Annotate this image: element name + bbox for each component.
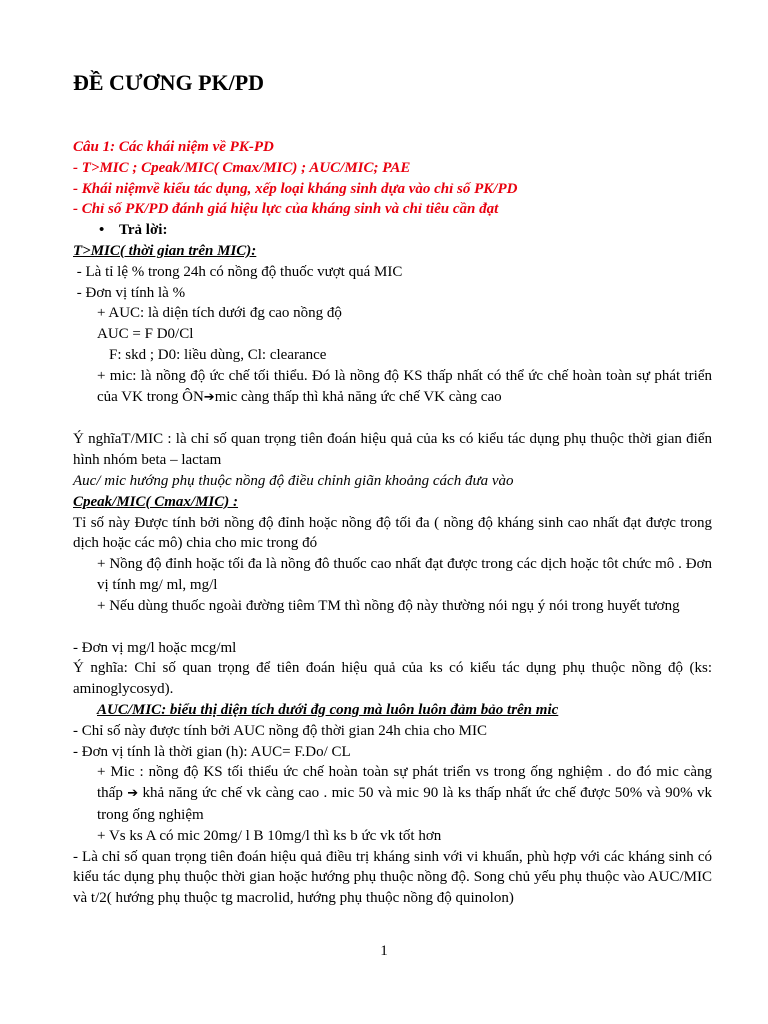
answer-label-row [99,220,712,241]
question-heading: Câu 1: Các khái niệm về PK-PD [73,139,274,155]
section-heading-auc: AUC/MIC: biểu thị diện tích dưới đg cong mà luôn luôn đảm bảo trên mic [97,701,559,718]
page-number: 1 [380,943,388,959]
formula: AUC = F D0/Cl [97,326,194,343]
paragraph: - Là chỉ số quan trọng tiên đoán hiệu quả điều trị kháng sinh với vi khuẩn, phù hợp với các kháng sinh có kiểu tác dụng phụ thuộc thời gian hoặc hướng phụ thuộc nồng độ. Song chủ yếu phụ thuộc vào AUC/MIC và t/2( hướng phụ thuộc tg macrolid, hướng phụ thuộc nồng độ quinolon) [73,848,712,907]
paragraph: - Đơn vị mg/l hoặc mcg/ml [73,639,237,656]
paragraph: + Nếu dùng thuốc ngoài đường tiêm TM thì nồng độ này thường nói ngụ ý nói trong huyết tương [97,597,680,614]
note: Auc/ mic hướng phụ thuộc nồng độ điều chỉnh giãn khoảng cách đưa vào [73,472,514,489]
section-heading-tmic: T>MIC( thời gian trên MIC): [73,242,257,259]
paragraph: Ý nghĩaT/MIC : là chỉ số quan trọng tiên đoán hiệu quả của ks có kiểu tác dụng phụ thuộc thời gian điển hình nhóm beta – lactam [73,431,712,469]
text-span: + Mic : nồng độ KS tối thiểu ức chế hoàn toàn sự phát triển vs trong ống nghiệm . do đó mic càng thấp [97,764,712,802]
paragraph [73,762,712,825]
text-span: khả năng ức chế vk càng cao . mic 50 và mic 90 là ks thấp nhất ức chế được 50% và 90% vk trong ống nghiệm [97,785,712,823]
question-item: - T>MIC ; Cpeak/MIC( Cmax/MIC) ; AUC/MIC; PAE [73,159,411,176]
text-span: mic càng thấp thì khả năng ức chế VK càng cao [214,388,502,405]
paragraph: - Là tỉ lệ % trong 24h có nồng độ thuốc vượt quá MIC [73,263,403,280]
page-title: ĐỀ CƯƠNG PK/PD [73,70,265,95]
question-item: - Khái niệmvề kiểu tác dụng, xếp loại kháng sinh dựa vào chỉ số PK/PD [73,180,518,197]
paragraph: - Chỉ số này được tính bởi AUC nồng độ thời gian 24h chia cho MIC [73,722,487,739]
text-span: + mic: là nồng độ ức chế tối thiểu. Đó là nồng độ KS thấp nhất có thể ức chế hoàn toàn sự phát triển của VK trong ÔN [97,367,712,405]
paragraph: Tỉ số này Được tính bởi nồng độ đỉnh hoặc nồng độ tối đa ( nồng độ kháng sinh cao nhất đạt được trong dịch hoặc các mô) chia cho mic trong đó [73,514,712,552]
paragraph: Ý nghĩa: Chỉ số quan trọng để tiên đoán hiệu quả của ks có kiểu tác dụng phụ thuộc nồng độ (ks: aminoglycosyd). [73,660,712,698]
paragraph [73,366,712,409]
section-heading-cpeak: Cpeak/MIC( Cmax/MIC) : [73,493,239,510]
right-arrow-icon: ➔ [203,389,215,405]
spacer [73,408,712,429]
question-item: - Chỉ số PK/PD đánh giá hiệu lực của kháng sinh và chỉ tiêu cần đạt [73,201,499,218]
spacer [73,617,712,638]
paragraph: + AUC: là diện tích dưới đg cao nồng độ [97,305,342,322]
bullet-dot-icon: • [99,222,105,239]
answer-label: Trả lời: [119,222,168,239]
document-body [73,68,712,909]
formula-legend: F: skd ; D0: liều dùng, Cl: clearance [109,346,327,363]
paragraph: + Vs ks A có mic 20mg/ l B 10mg/l thì ks b ức vk tốt hơn [97,827,442,844]
right-arrow-icon: ➔ [127,786,139,802]
paragraph: - Đơn vị tính là thời gian (h): AUC= F.Do/ CL [73,743,351,760]
paragraph: + Nồng độ đỉnh hoặc tối đa là nồng đô thuốc cao nhất đạt được trong các dịch hoặc tôt chức mô . Đơn vị tính mg/ ml, mg/l [97,556,712,593]
paragraph: - Đơn vị tính là % [73,284,186,301]
